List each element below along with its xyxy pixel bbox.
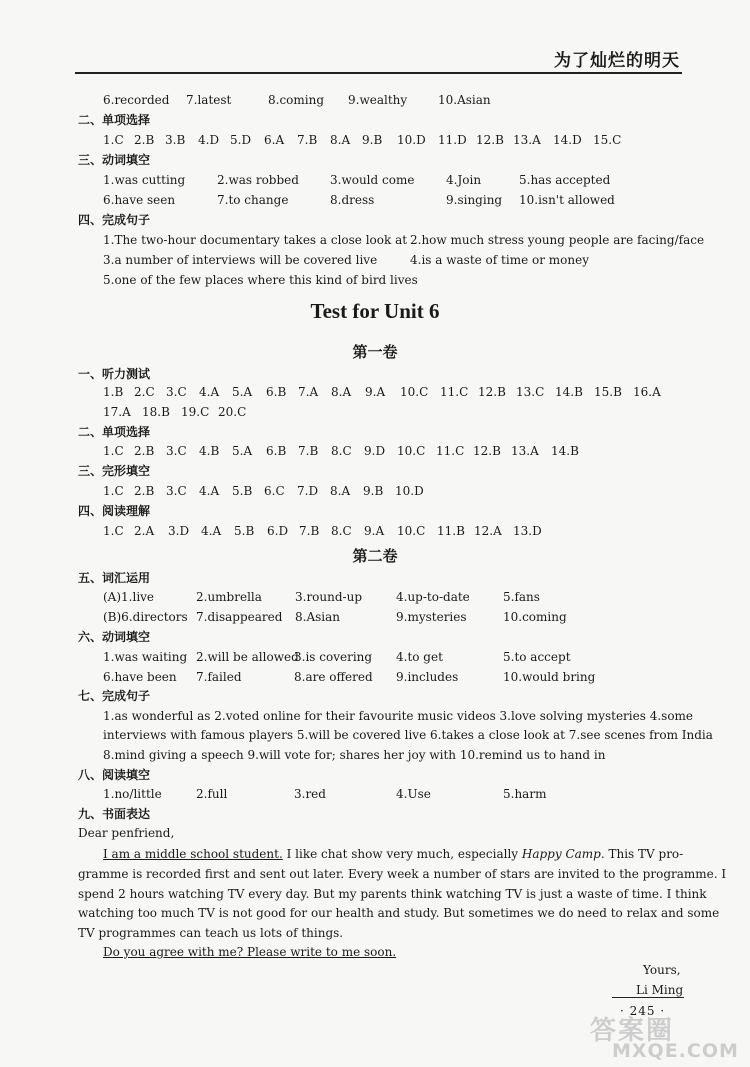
answer-item: 1.no/little — [103, 787, 162, 801]
answer-item: 6.B — [266, 444, 287, 458]
section-heading: 五、词汇运用 — [78, 571, 151, 585]
answer-item: 7.disappeared — [196, 610, 283, 624]
answer-item: (A)1.live — [103, 590, 155, 604]
answer-item: 17.A — [103, 405, 131, 419]
answer-item: 18.B — [142, 405, 170, 419]
answer-item: 5.D — [230, 133, 252, 147]
answer-item: 8.A — [330, 484, 351, 498]
answer-item: 16.A — [633, 385, 661, 399]
answer-item: 9.includes — [396, 670, 459, 684]
answer-item: (B)6.directors — [103, 610, 188, 624]
header-rule — [75, 72, 682, 74]
answer-item: 4.A — [199, 385, 220, 399]
letter-line: watching too much TV is not good for our health and study. But sometimes we do need to relax and some — [78, 906, 720, 920]
answer-item: 9.B — [363, 484, 384, 498]
answer-item: 2.B — [134, 444, 155, 458]
sentence-answers-line: interviews with famous players 5.will be covered live 6.takes a close look at 7.see scenes from India — [103, 728, 713, 742]
answer-item: 9.singing — [446, 193, 503, 207]
answer-item: 7.A — [298, 385, 319, 399]
answer-item: 11.B — [437, 524, 465, 538]
answer-item: 8.A — [330, 133, 351, 147]
sentence-answers-line: 1.as wonderful as 2.voted online for their favourite music videos 3.love solving mysteries 4.some — [103, 709, 694, 723]
letter-text: I like chat show very much, especially — [282, 847, 522, 861]
answer-item: 2.will be allowed — [196, 650, 299, 664]
answer-item: 1.C — [103, 524, 124, 538]
answer-item: 1.C — [103, 484, 124, 498]
answer-item: 10.C — [400, 385, 429, 399]
letter-line: TV programmes can teach us lots of things. — [78, 926, 344, 940]
answer-item: 3.is covering — [294, 650, 373, 664]
answer-item: 8.coming — [268, 93, 325, 107]
page-number-rule — [612, 997, 684, 998]
answer-item: 4.Join — [446, 173, 482, 187]
answer-item: 11.C — [436, 444, 465, 458]
answer-item: 3.D — [168, 524, 190, 538]
answer-item: 9.mysteries — [396, 610, 467, 624]
section-heading: 二、单项选择 — [78, 425, 151, 439]
answer-item: 3.C — [166, 444, 187, 458]
answer-item: 13.D — [513, 524, 542, 538]
answer-item: 20.C — [218, 405, 247, 419]
show-title: Happy Camp — [521, 847, 601, 861]
underlined-sentence: I am a middle school student. — [103, 847, 283, 861]
answer-item: 15.B — [594, 385, 622, 399]
answer-item: 10.isn't allowed — [519, 193, 615, 207]
letter-signature: Li Ming — [636, 983, 684, 997]
answer-item: 6.C — [264, 484, 285, 498]
answer-item: 8.dress — [330, 193, 375, 207]
answer-item: 10.D — [397, 133, 426, 147]
answer-item: 10.would bring — [503, 670, 596, 684]
answer-item: 10.C — [397, 444, 426, 458]
answer-item: 1.C — [103, 133, 124, 147]
answer-item: 10.D — [395, 484, 424, 498]
letter-greeting: Dear penfriend, — [78, 826, 175, 840]
page-number: · 245 · — [620, 1004, 666, 1018]
answer-item: 2.C — [134, 385, 155, 399]
answer-item: 13.C — [516, 385, 545, 399]
answer-item: 10.C — [397, 524, 426, 538]
answer-item: 8.C — [331, 444, 352, 458]
answer-item: 4.D — [198, 133, 220, 147]
answer-item: 2.umbrella — [196, 590, 262, 604]
answer-item: 13.A — [513, 133, 541, 147]
answer-item: 5.A — [232, 444, 253, 458]
answer-item: 9.wealthy — [348, 93, 408, 107]
section-heading: 六、动词填空 — [78, 630, 151, 644]
answer-item: 9.B — [362, 133, 383, 147]
section-heading: 四、阅读理解 — [78, 504, 151, 518]
answer-item: 6.D — [267, 524, 289, 538]
watermark-text: 答案圈 — [590, 1016, 675, 1046]
answer-item: 4.A — [199, 484, 220, 498]
answer-item: 14.B — [555, 385, 583, 399]
watermark-logo — [578, 1010, 743, 1064]
section-heading: 三、动词填空 — [78, 153, 151, 167]
answer-item: 1.was waiting — [103, 650, 188, 664]
letter-line: spend 2 hours watching TV every day. But my parents think watching TV is just a waste of time. I think — [78, 887, 707, 901]
answer-item: 3.would come — [330, 173, 415, 187]
answer-item: 7.latest — [186, 93, 232, 107]
answer-item: 6.recorded — [103, 93, 170, 107]
answer-item: 12.A — [474, 524, 502, 538]
section-heading: 四、完成句子 — [78, 213, 151, 227]
answer-item: 6.B — [266, 385, 287, 399]
answer-item: 7.B — [299, 524, 320, 538]
answer-item: 2.A — [134, 524, 155, 538]
answer-item: 13.A — [511, 444, 539, 458]
answer-item: 5.B — [232, 484, 253, 498]
section-heading: 一、听力测试 — [78, 367, 151, 381]
section-heading: 九、书面表达 — [78, 807, 151, 821]
answer-item: 4.to get — [396, 650, 443, 664]
answer-item: 2.B — [134, 133, 155, 147]
answer-item: 3.a number of interviews will be covered live — [103, 253, 378, 267]
sentence-answers-line: 8.mind giving a speech 9.will vote for; shares her joy with 10.remind us to hand in — [103, 748, 606, 762]
answer-item: 15.C — [593, 133, 622, 147]
letter-line: gramme is recorded first and sent out later. Every week a number of stars are invited to the programme. I — [78, 867, 727, 881]
answer-item: 7.B — [298, 444, 319, 458]
answer-item: 6.A — [264, 133, 285, 147]
answer-item: 10.Asian — [438, 93, 491, 107]
answer-item: 12.B — [473, 444, 501, 458]
answer-item: 1.C — [103, 444, 124, 458]
answer-item: 1.B — [103, 385, 124, 399]
answer-item: 3.B — [165, 133, 186, 147]
answer-item: 7.to change — [217, 193, 289, 207]
answer-item: 8.C — [331, 524, 352, 538]
answer-item: 2.B — [134, 484, 155, 498]
answer-item: 8.are offered — [294, 670, 373, 684]
answer-item: 6.have been — [103, 670, 177, 684]
answer-item: 3.red — [294, 787, 326, 801]
answer-item: 5.A — [232, 385, 253, 399]
answer-item: 4.up-to-date — [396, 590, 470, 604]
answer-item: 8.A — [331, 385, 352, 399]
volume-title: 第二卷 — [352, 547, 398, 565]
watermark-url: MXQE.COM — [612, 1040, 739, 1062]
answer-item: 6.have seen — [103, 193, 176, 207]
answer-item: 5.harm — [503, 787, 547, 801]
answer-item: 12.B — [478, 385, 506, 399]
answer-item: 7.failed — [196, 670, 242, 684]
volume-title: 第一卷 — [352, 343, 398, 361]
answer-item: 4.is a waste of time or money — [410, 253, 589, 267]
answer-item: 9.A — [365, 385, 386, 399]
answer-item: 19.C — [181, 405, 210, 419]
section-heading: 三、完形填空 — [78, 464, 151, 478]
answer-item: 5.has accepted — [519, 173, 611, 187]
answer-item: 1.The two-hour documentary takes a close look at — [103, 233, 408, 247]
answer-item: 5.B — [234, 524, 255, 538]
answer-item: 14.D — [553, 133, 582, 147]
answer-item: 3.round-up — [295, 590, 363, 604]
answer-item: 7.B — [297, 133, 318, 147]
letter-closing-sentence: Do you agree with me? Please write to me soon. — [103, 945, 397, 959]
answer-item: 9.A — [364, 524, 385, 538]
answer-item: 3.C — [166, 385, 187, 399]
answer-item: 2.full — [196, 787, 228, 801]
letter-first-line — [103, 846, 683, 862]
answer-item: 5.to accept — [503, 650, 571, 664]
answer-item: 3.C — [166, 484, 187, 498]
answer-item: 1.was cutting — [103, 173, 186, 187]
section-heading: 八、阅读填空 — [78, 768, 151, 782]
test-title: Test for Unit 6 — [310, 299, 440, 323]
answer-item: 11.D — [438, 133, 467, 147]
answer-item: 14.B — [551, 444, 579, 458]
answer-item: 2.was robbed — [217, 173, 299, 187]
answer-item: 5.one of the few places where this kind of bird lives — [103, 273, 418, 287]
header-title: 为了灿烂的明天 — [554, 51, 680, 71]
section-heading: 二、单项选择 — [78, 113, 151, 127]
section-heading: 七、完成句子 — [78, 689, 151, 703]
letter-text: . This TV pro- — [600, 847, 684, 861]
answer-item: 8.Asian — [295, 610, 340, 624]
answer-item: 4.Use — [396, 787, 431, 801]
answer-item: 10.coming — [503, 610, 567, 624]
answer-item: 4.B — [199, 444, 220, 458]
answer-item: 4.A — [201, 524, 222, 538]
answer-item: 2.how much stress young people are facing/face — [410, 233, 705, 247]
answer-item: 11.C — [440, 385, 469, 399]
answer-item: 12.B — [476, 133, 504, 147]
letter-signoff: Yours, — [643, 963, 681, 977]
answer-item: 5.fans — [503, 590, 540, 604]
answer-item: 7.D — [297, 484, 319, 498]
answer-item: 9.D — [364, 444, 386, 458]
